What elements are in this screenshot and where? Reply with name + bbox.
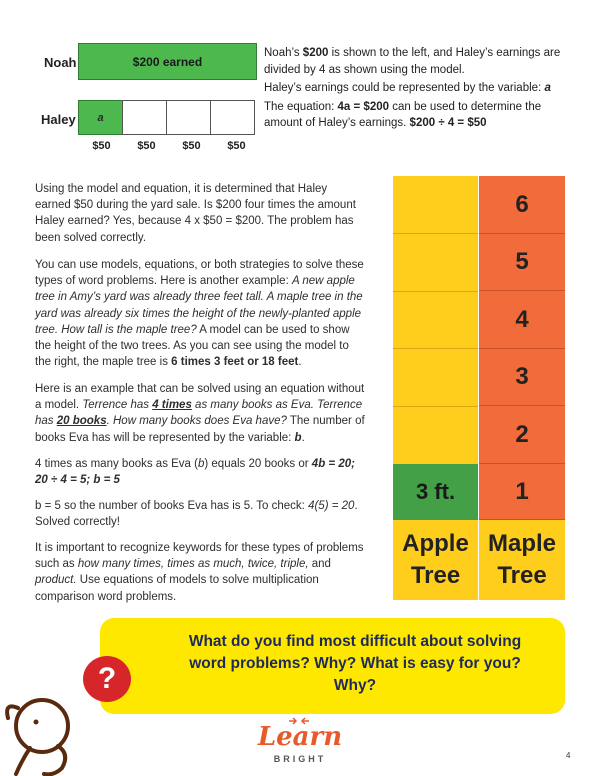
explanation-line-1: Noah’s $200 is shown to the left, and Haley’s earnings are divided by 4 as shown using the model.: [264, 47, 561, 76]
haley-bar: [78, 100, 255, 135]
dollar-label: $50: [92, 140, 111, 152]
question-text: What do you find most difficult about solving word problems? Why? What is easy for you? Why?: [188, 633, 522, 694]
dollar-labels: [79, 140, 259, 152]
question-mark-bubble-icon: ?: [83, 656, 131, 702]
dollar-label: $50: [137, 140, 156, 152]
apple-divider: [393, 233, 478, 234]
paragraph-2: You can use models, equations, or both strategies to solve these types of word problems. Here is another example: A new apple tree in Amy’s yard was already three feet tall. A maple tree in the yard was already six times the height of the newly-planted apple tree. How tall is the maple tree? A model can be used to show the height of the two trees. As you can see using the model to the right, the maple tree is 6 times 3 feet or 18 feet.: [35, 259, 364, 369]
maple-segment: 6: [479, 176, 565, 234]
explanation-line-2: Haley’s earnings could be represented by the variable: a: [264, 82, 551, 94]
haley-cell-empty: [122, 100, 167, 135]
maple-tree-column: [479, 176, 565, 600]
maple-segment: 4: [479, 291, 565, 349]
maple-segment: 5: [479, 234, 565, 291]
noah-label: Noah: [44, 55, 77, 70]
apple-height-cell: 3 ft.: [393, 464, 478, 520]
paragraph-1: Using the model and equation, it is determined that Haley earned $50 during the yard sale. Is $200 four times the amount Haley earned? Yes, because 4 x $50 = $200. The problem has been solved correctly.: [35, 183, 356, 244]
apple-divider: [393, 348, 478, 349]
apple-tree-label: Apple Tree: [402, 530, 469, 589]
paragraph-6: It is important to recognize keywords for these types of problems such as how many times, times as much, twice, triple, and product. Use equations of models to solve multiplication comparison word problems.: [35, 542, 364, 603]
paragraph-5: b = 5 so the number of books Eva has is 5. To check: 4(5) = 20. Solved correctly!: [35, 500, 358, 529]
maple-tree-label: Maple Tree: [487, 530, 556, 589]
haley-cell-empty: [166, 100, 211, 135]
dollar-label: $50: [227, 140, 246, 152]
paragraph-4: 4 times as many books as Eva (b) equals 20 books or 4b = 20; 20 ÷ 4 = 5; b = 5: [35, 458, 355, 487]
page-number: 4: [566, 751, 571, 760]
apple-divider: [393, 406, 478, 407]
maple-segment: 2: [479, 406, 565, 464]
haley-cell-empty: [210, 100, 255, 135]
tree-height-model: [393, 176, 565, 600]
haley-cell-a: a: [78, 100, 123, 135]
noah-bar: $200 earned: [78, 43, 257, 80]
haley-label: Haley: [41, 112, 76, 127]
maple-segment: 3: [479, 349, 565, 406]
dollar-label: $50: [182, 140, 201, 152]
logo-subtitle: BRIGHT: [273, 754, 327, 764]
apple-tree-column: [393, 176, 478, 600]
paragraph-3: Here is an example that can be solved using an equation without a model. Terrence has 4 times as many books as Eva. Terrence has 20 books. How many books does Eva have? The number of books Eva has will be represented by the variable: b.: [35, 383, 365, 444]
maple-segment: 1: [479, 464, 565, 520]
thinking-character-icon: [0, 688, 110, 776]
learn-bright-logo: Learn: [257, 722, 343, 752]
model-explanation: [264, 45, 564, 132]
apple-divider: [393, 291, 478, 292]
explanation-line-3: The equation: 4a = $200 can be used to determine the amount of Haley’s earnings. $200 ÷ 4 = $50: [264, 100, 542, 129]
